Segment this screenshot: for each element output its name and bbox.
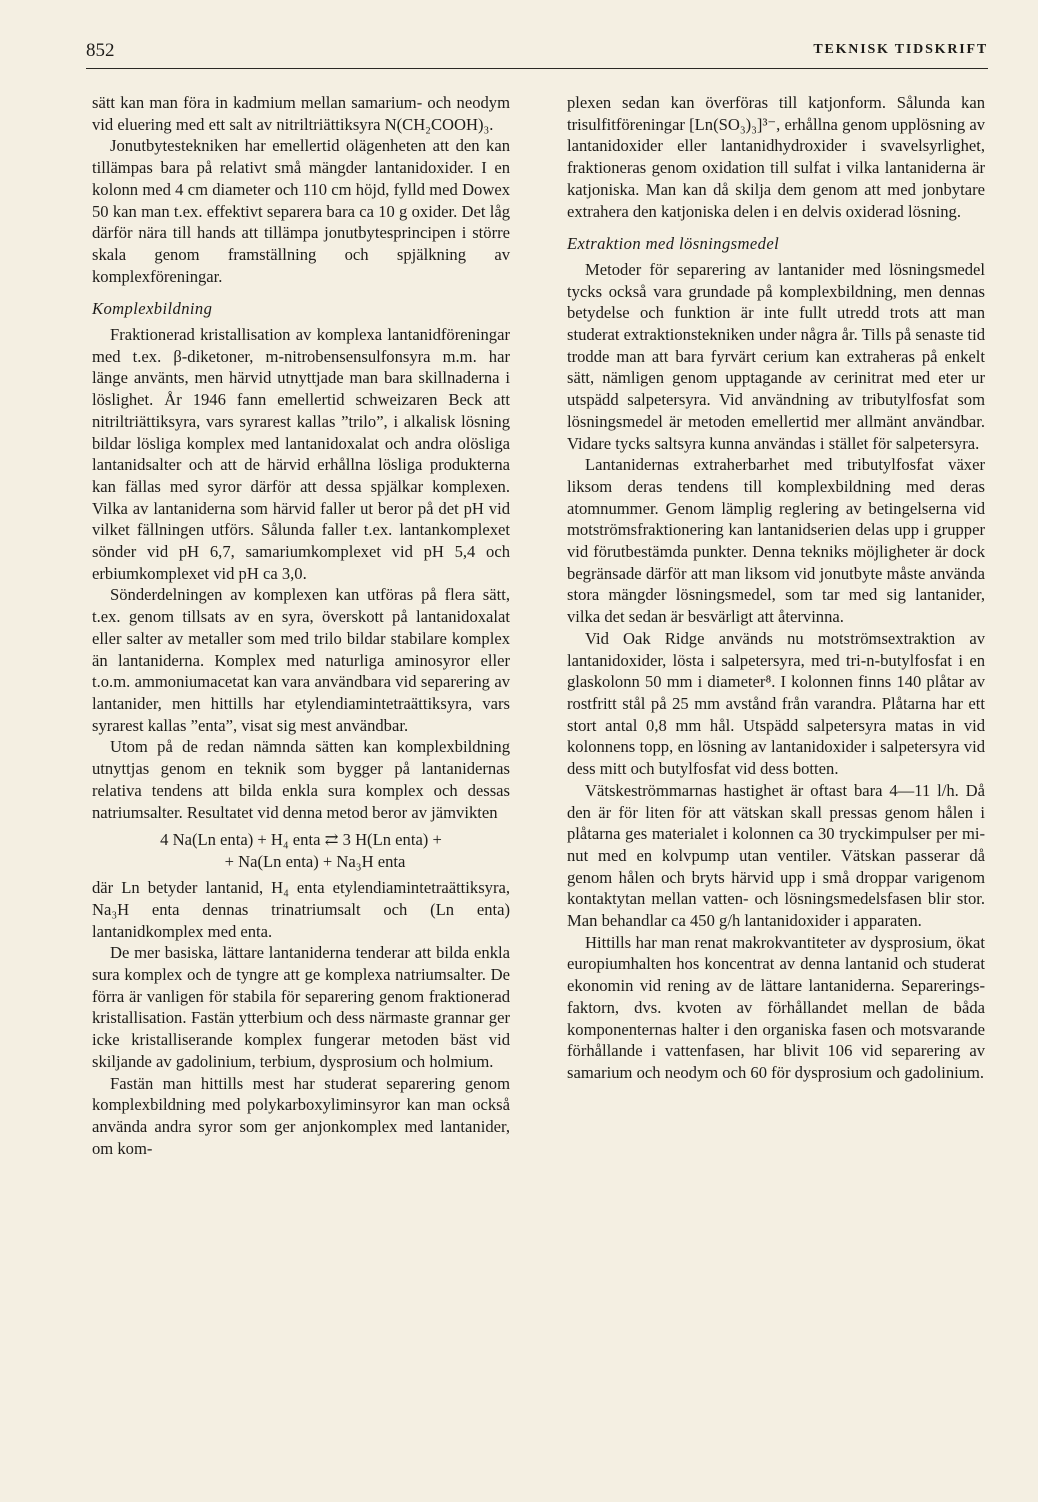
section-heading-komplexbildning: Komplexbildning (92, 299, 213, 319)
equation-line: 4 Na(Ln enta) + H₄ enta ⇄ 3 H(Ln enta) + (160, 830, 442, 850)
paragraph: Fraktionerad kristallisation av komplexa lantanidföreningar med t.ex. β-diketoner, m-nitrobensensulfonsyra m.m. har länge använts, men härvid utnyttjade man bara skillnaderna i löslighet. År 1946 fann emellertid schweizaren Beck att nitriltriättiksyra, vars syrarest kallas ”trilo”, i alkalisk lösning bildar lösliga komplex med lantanidoxalat och andra olösliga lantanidsalter och att de härvid erhållna lösliga produkterna kan fällas med syror därför att dessa spjälkar komplexen. Vilka av lantaniderna som härvid faller ut beror på det pH vid vilket fällningen utförs. Sålunda faller t.ex. lantankomplexet sönder vid pH 6,7, samariumkomplexet vid pH 5,4 och erbiumkomplexet vid pH ca 3,0. (92, 325, 510, 583)
paragraph: Vätskeströmmarnas hastighet är oftast bara 4—11 l/h. Då den är för liten för att vätskan skall pressas genom hålen i plåtarna ges materialet i kolonnen ca 30 tryckimpulser per minut med en kolvpump utan ventiler. Vätskan passerar då genom hålen och bryts härvid upp i små droppar varigenom kontaktytan mellan vatten- och lösningsmedelsfasen blir stor. Man behandlar ca 450 g/h lantanidoxider i apparaten. (567, 780, 985, 931)
page-header (86, 34, 988, 69)
equation-line: + Na(Ln enta) + Na₃H enta (224, 852, 406, 872)
equilibrium-equation (92, 829, 510, 873)
section-heading-extraktion: Extraktion med lösningsmedel (567, 234, 780, 254)
right-column (567, 92, 985, 1084)
paragraph: plexen sedan kan överföras till katjonform. Sålunda kan trisulfitföreningar [Ln(SO₃)₃]³⁻, erhållna genom upplösning av lantanidoxider eller lantanidhydroxider i svavelsyrlighet, fraktioneras genom oxidation till sulfat i vilka lantaniderna är katjoniska. Man kan då skilja dem genom att med jonbytare extrahera den katjoniska delen i en delvis oxiderad lösning. (567, 93, 985, 221)
paragraph: De mer basiska, lättare lantaniderna tenderar att bilda enkla sura komplex och de tyngre att ge komplexa natriumsalter. De förra är vanligen för stabila för separering genom fraktionerad kristallisation. Fastän ytterbium och dess närmaste grannar ger icke kristalliserande komplex fungerar metoden bäst vid skiljande av gadolinium, terbium, dysprosium och holmium. (92, 943, 510, 1071)
journal-title: TEKNISK TIDSKRIFT (813, 42, 988, 57)
paragraph: Utom på de redan nämnda sätten kan komplexbildning utnyttjas genom en teknik som bygger på lantanidernas relativa tendens att bilda enkla sura komplex och dessas natriumsalter. Resultatet vid denna metod beror av jämvikten (92, 737, 510, 822)
paragraph: sätt kan man föra in kadmium mellan samarium- och neodym vid eluering med ett salt av nitriltriättiksyra N(CH₂COOH)₃. (92, 93, 510, 134)
paragraph: där Ln betyder lantanid, H₄ enta etylendiamintetraättiksyra, Na₃H enta dennas trinatriumsalt och (Ln enta) lantanidkomplex med enta. (92, 878, 510, 941)
paragraph: Lantanidernas extraherbarhet med tributylfosfat växer liksom deras tendens till komplexbildning med deras atomnummer. Genom lämplig reglering av betingelserna vid motströmsfraktionering kan lantanidserien delas upp i grupper vid förutbestämda punkter. Denna tekniks möjligheter är dock begränsade därför att man liksom vid jonutbyte måste använda stora mängder lösningsmedel, som tar med sig lantanider, vilka det sedan är besvärligt att återvinna. (567, 455, 985, 627)
left-column (92, 92, 510, 1159)
paragraph: Vid Oak Ridge används nu motströmsextraktion av lantanidoxider, lösta i salpetersyra, med tri-n-butylfosfat i en glaskolonn 50 mm i diameter⁸. I kolonnen finns 140 plåtar av rostfritt stål på 25 mm avstånd från varandra. Plåtarna har ett stort antal 0,8 mm hål. Utspädd salpetersyra matas in vid kolonnens topp, en lösning av lantanidoxider i salpetersyra vid dess mitt och butylfosfat vid dess botten. (567, 628, 985, 779)
paragraph: Hittills har man renat makrokvantiteter av dysprosium, ökat europiumhalten hos koncentrat av denna lantanid och studerat ekonomin vid rening av de lättare lantaniderna. Separeringsfaktorn, dvs. kvoten av förhållandet mellan de båda komponenternas halter i den organiska fasen och motsvarande förhållande i vattenfasen, har blivit 106 vid separering av samarium och neodym och 60 för dysprosium och gadolinium. (567, 932, 985, 1082)
page-number: 852 (86, 40, 115, 61)
paragraph: Jonutbytestekniken har emellertid olägenheten att den kan tillämpas bara på relativt små mängder lantanidoxider. I en kolonn med 4 cm diameter och 110 cm höjd, fylld med Dowex 50 kan man t.ex. effektivt separera bara ca 10 g oxider. Det låg därför nära till hands att tillämpa jonutbytesprincipen i större skala genom framställning och spjälkning av komplexföreningar. (92, 136, 510, 286)
paragraph: Fastän man hittills mest har studerat separering genom komplexbildning med polykarboxyliminsyror kan man också använda andra syror som ger anjonkomplex med lantanider, om kom- (92, 1073, 510, 1158)
paragraph: Metoder för separering av lantanider med lösningsmedel tycks också vara grundade på komplexbildning, men dennas betydelse och funktion är inte fullt utredd trots att man studerat extraktionstekniken under några år. Tills på senaste tid trodde man att bara fyrvärt cerium kan extraheras på enkelt sätt, nämligen genom upptagande av cerinitrat med eter ur utspädd salpetersyra. Vid användning av tributylfosfat som lösningsmedel är metoden emellertid mer allmänt användbar. Vidare tycks saltsyra kunna användas i stället för salpetersyra. (567, 259, 985, 453)
paragraph: Sönderdelningen av komplexen kan utföras på flera sätt, t.ex. genom tillsats av en syra, överskott på lantanidoxalat eller salter av metaller som med trilo bildar stabilare komplex än lantaniderna. Komplex med naturliga aminosyror eller t.o.m. ammoniumacetat kan vara användbara vid separering av lantanider, men hittills har etylendiamintetraättiksyra, vars syrarest kallas ”enta”, visat sig mest användbar. (92, 585, 510, 735)
